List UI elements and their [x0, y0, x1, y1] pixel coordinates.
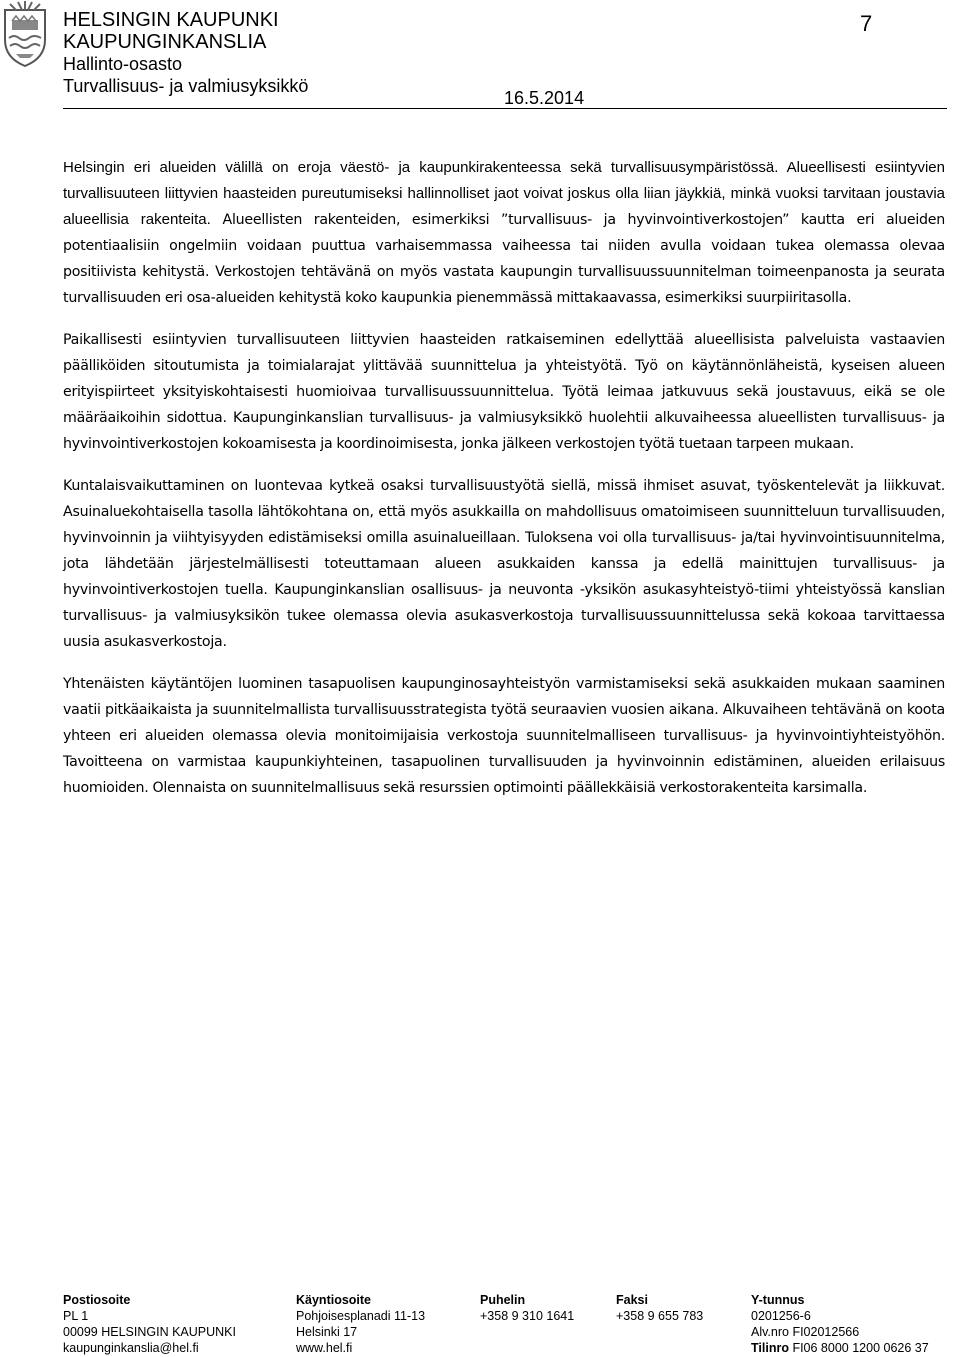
footer-website: www.hel.fi — [296, 1341, 353, 1355]
footer-line: Alv.nro FI02012566 — [751, 1325, 860, 1339]
paragraph-1-rest: Alueellisten rakenteiden, esimerkiksi ”turvallisuus- ja hyvinvointiverkostojen” kautta eri alueiden potentiaalisiin ongelmiin voidaan puuttua varhaisemmassa vaiheessa tai niiden avulla voidaan tukea olemassa olevaa positiivista kehitystä. Verkostojen tehtävänä on myös vastata kaupungin turvallisuussuunnitelman toimeenpanosta ja seurata turvallisuuden eri osa-alueiden kehitystä koko kaupunkia pienemmässä mittakaavassa, esimerkiksi suurpiiritasolla. — [63, 212, 945, 306]
footer-line: +358 9 655 783 — [616, 1309, 704, 1323]
paragraph-1-start: Helsingin eri alueiden välillä on eroja väestö- ja kaupunkirakenteessa sekä turvallisuusympäristössä. Alueellisesti esiintyvien turvallisuuteen liittyvien haasteiden pureutumiseksi hallinnolliset jaot voivat joskus olla liian jäykkiä, minkä vuoksi tarvitaan joustavia alueellisia rakenteita. — [63, 159, 945, 228]
footer-fax — [616, 1292, 703, 1324]
unit-name: Turvallisuus- ja valmiusyksikkö — [63, 76, 309, 96]
footer-postal-address — [63, 1292, 236, 1356]
paragraph-1 — [63, 155, 945, 311]
footer-visiting-address — [296, 1292, 425, 1356]
paragraph-2: Paikallisesti esiintyvien turvallisuuteen liittyvien haasteiden ratkaiseminen edellyttää alueellisista palveluista vastaavien päälliköiden sitoutumista ja toimialarajat ylittävää suunnittelua ja yhteistyötä. Työ on käytännönläheistä, kyseisen alueen erityispiirteet yksityiskohtaisesti huomioivaa turvallisuussuunnittelua. Työtä leimaa jatkuvuus sekä joustavuus, eikä se ole määräaikoihin sidottua. Kaupunginkanslian turvallisuus- ja valmiusyksikkö huolehtii alkuvaiheessa alueellisten turvallisuus- ja hyvinvointiverkostojen kokoamisesta ja koordinoimisesta, jonka jälkeen verkostojen työtä tuetaan tarpeen mukaan. — [63, 332, 945, 452]
header-divider — [63, 108, 947, 109]
footer-line: PL 1 — [63, 1309, 89, 1323]
footer-heading: Puhelin — [480, 1293, 526, 1307]
department: Hallinto-osasto — [63, 54, 183, 74]
footer-email: kaupunginkanslia@hel.fi — [63, 1341, 199, 1355]
paragraph-4: Yhtenäisten käytäntöjen luominen tasapuolisen kaupunginosayhteistyön varmistamiseksi sekä asukkaiden mukaan saaminen vaatii pitkäaikaista ja suunnitelmallista turvallisuusstrategista työtä seuraavien vuosien aikana. Alkuvaiheen tehtävänä on koota yhteen eri alueiden olemassa olevia monitoimijaisia verkostoja suunnitelmalliseen turvallisuus- ja hyvinvointiyhteistyöhön. Tavoitteena on varmistaa kaupunkiyhteinen, tasapuolinen turvallisuuden ja hyvinvoinnin edistäminen, alueiden erilaisuus huomioiden. Olennaista on suunnitelmallisuus sekä resurssien optimointi päällekkäisiä verkostorakenteita karsimalla. — [63, 676, 945, 796]
footer-heading: Käyntiosoite — [296, 1293, 372, 1307]
footer-heading: Y-tunnus — [751, 1293, 805, 1307]
footer-heading: Faksi — [616, 1293, 648, 1307]
account-label: Tilinro — [751, 1341, 789, 1355]
document-body — [63, 155, 945, 817]
footer-phone — [480, 1292, 574, 1324]
footer-business-id — [751, 1292, 929, 1356]
footer-account — [751, 1340, 929, 1356]
footer-line: Helsinki 17 — [296, 1325, 358, 1339]
account-number: FI06 8000 1200 0626 37 — [788, 1341, 929, 1355]
footer-line: +358 9 310 1641 — [480, 1309, 575, 1323]
org-name: HELSINGIN KAUPUNKI — [63, 9, 279, 31]
footer-line: 00099 HELSINGIN KAUPUNKI — [63, 1325, 236, 1339]
footer-line: Pohjoisesplanadi 11-13 — [296, 1309, 426, 1323]
page-number: 7 — [860, 11, 873, 36]
org-division: KAUPUNGINKANSLIA — [63, 31, 267, 53]
paragraph-3: Kuntalaisvaikuttaminen on luontevaa kytkeä osaksi turvallisuustyötä siellä, missä ihmiset asuvat, työskentelevät ja liikkuvat. Asuinaluekohtaisella tasolla lähtökohtana on, että myös asukkailla on mahdollisuus omatoimiseen suunnitteluun turvallisuuden, hyvinvoinnin ja viihtyisyyden edistämiseksi omilla asuinalueillaan. Tuloksena voi olla turvallisuus- ja/tai hyvinvointisuunnitelma, jota lähdetään järjestelmällisesti toteuttamaan alueen asukkaiden kanssa ja edellä mainittujen turvallisuus- ja hyvinvointiverkostojen tuella. Kaupunginkanslian osallisuus- ja neuvonta -yksikön asukasyhteistyö-tiimi yhteistyössä kanslian turvallisuus- ja valmiusyksikön tukee olemassa olevia asukasverkostoja turvallisuussuunnittelussa sekä kokoaa tarvittaessa uusia asukasverkostoja. — [63, 478, 945, 650]
helsinki-coat-of-arms-icon — [2, 0, 48, 68]
footer-heading: Postiosoite — [63, 1293, 131, 1307]
document-date: 16.5.2014 — [504, 88, 585, 108]
footer-line: 0201256-6 — [751, 1309, 811, 1323]
document-header — [63, 9, 308, 97]
